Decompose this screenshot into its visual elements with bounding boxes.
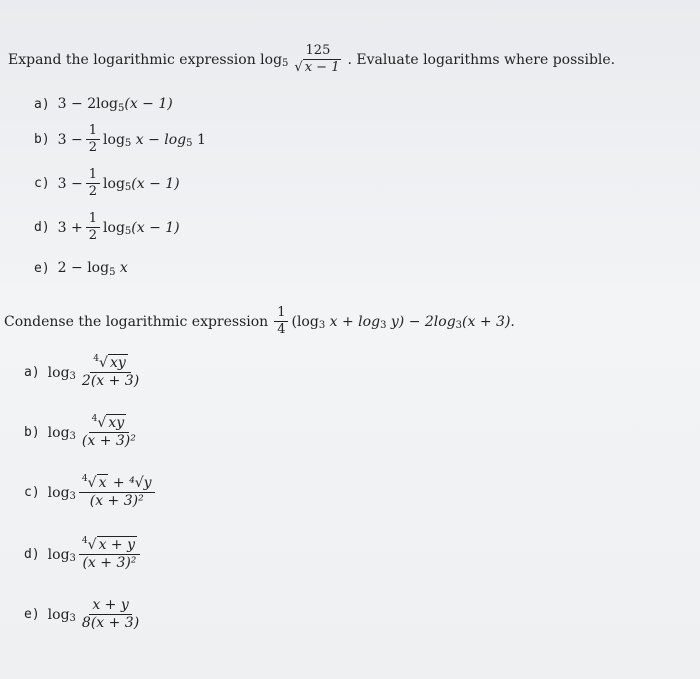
q1-option-d[interactable] xyxy=(34,212,180,244)
q1-option-c-label: c) xyxy=(34,176,50,192)
q2-b3: 3 xyxy=(455,320,463,332)
q1-option-c-mid: log xyxy=(103,175,125,192)
q1-option-c-frac xyxy=(86,168,100,200)
q1-suffix: . Evaluate logarithms where possible. xyxy=(347,51,616,68)
q2-option-b-base: 3 xyxy=(69,431,76,443)
q1-frac-num: 125 xyxy=(303,44,334,60)
q1-option-a-arg: (x − 1) xyxy=(124,96,173,112)
q2-option-e-frac xyxy=(79,598,142,632)
q2-option-b[interactable] xyxy=(24,416,142,450)
q2-option-c-rad: x xyxy=(98,475,107,491)
q2-body2: x + log xyxy=(325,313,381,330)
q2-option-d-log: log xyxy=(47,546,70,563)
q1-option-b[interactable] xyxy=(34,124,206,156)
q1-base: 5 xyxy=(282,58,289,70)
q1-option-b-label: b) xyxy=(34,132,50,148)
q2-b2: 3 xyxy=(380,320,387,332)
q1-option-d-frac xyxy=(86,212,100,244)
q2-option-c-idx: 4 xyxy=(81,474,88,484)
q2-option-e-label: e) xyxy=(24,607,40,623)
q2-option-c-frac xyxy=(79,476,155,510)
q1-option-c[interactable] xyxy=(34,168,180,200)
q2-option-d-idx: 4 xyxy=(81,536,88,546)
q2-option-b-log: log xyxy=(47,424,70,441)
q2-body3: y) − 2log xyxy=(386,313,456,330)
q1-option-b-frac xyxy=(86,124,100,156)
q1-option-d-arg: (x − 1) xyxy=(131,219,180,236)
q2-fraction xyxy=(274,306,288,338)
q2-option-b-rad: xy xyxy=(108,415,125,431)
q2-option-c-den: (x + 3)² xyxy=(89,493,144,510)
question-1 xyxy=(8,44,615,76)
q2-fnum: 1 xyxy=(274,306,288,322)
q1-option-a-text: 3 − 2log xyxy=(57,96,118,112)
q1-option-d-label: d) xyxy=(34,220,50,236)
q1-option-b-mid: log xyxy=(103,131,125,148)
q1-option-e-base: 5 xyxy=(109,266,116,278)
q1-fraction xyxy=(291,44,344,76)
q1-option-b-pre: 3 − xyxy=(57,131,83,148)
q1-option-c-fden: 2 xyxy=(88,184,98,200)
q2-option-b-idx: 4 xyxy=(91,414,98,424)
q2-fden: 4 xyxy=(277,322,286,338)
q2-option-e-den: 8(x + 3) xyxy=(81,615,140,632)
q2-option-c-base: 3 xyxy=(69,491,76,503)
q2-option-a-log: log xyxy=(47,364,70,381)
q2-option-d-rad: x + y xyxy=(98,537,135,553)
q2-option-d-base: 3 xyxy=(69,553,76,565)
q1-option-d-fden: 2 xyxy=(88,228,98,244)
q2-option-a-den: 2(x + 3) xyxy=(81,373,140,390)
q1-frac-den-rad: x − 1 xyxy=(304,60,340,76)
q1-option-b-arg: x − log xyxy=(131,131,187,148)
q1-option-e-text: 2 − log xyxy=(57,260,110,276)
q2-option-a-num: $^4$√ xy xyxy=(90,356,130,373)
q2-option-d[interactable] xyxy=(24,538,143,572)
q1-prefix: Expand the logarithmic expression log xyxy=(8,51,283,68)
q1-option-b-base2: 5 xyxy=(186,138,193,150)
q1-option-a-label: a) xyxy=(34,96,50,112)
q1-option-d-base: 5 xyxy=(124,226,132,238)
q2-option-e[interactable] xyxy=(24,598,145,632)
q2-option-b-den: (x + 3)² xyxy=(81,433,136,450)
q2-body4: (x + 3). xyxy=(462,313,515,330)
q1-option-c-arg: (x − 1) xyxy=(131,175,180,192)
q2-prefix: Condense the logarithmic expression xyxy=(4,313,269,330)
q2-option-d-frac xyxy=(79,538,140,572)
q1-option-b-base: 5 xyxy=(124,138,132,150)
q2-b1: 3 xyxy=(318,320,326,332)
q2-option-a[interactable] xyxy=(24,356,145,390)
q1-option-e-arg: x xyxy=(115,260,128,276)
q2-option-d-num: $^4$√ x + y xyxy=(79,538,140,555)
q1-option-e[interactable] xyxy=(34,260,128,276)
q2-option-d-den: (x + 3)² xyxy=(82,555,137,572)
q2-option-c-num-tail: + ⁴√y xyxy=(108,475,152,491)
q1-frac-den: √ x − 1 xyxy=(294,60,340,76)
q1-option-c-base: 5 xyxy=(124,182,132,194)
q1-option-b-fden: 2 xyxy=(88,140,98,156)
q2-option-a-label: a) xyxy=(24,365,40,381)
q2-option-e-base: 3 xyxy=(69,613,76,625)
q2-option-a-idx: 4 xyxy=(93,354,100,364)
q2-option-e-log: log xyxy=(47,606,70,623)
q2-option-c-log: log xyxy=(47,484,70,501)
q1-option-a-base: 5 xyxy=(117,102,125,114)
q1-option-c-fnum: 1 xyxy=(86,168,100,184)
q2-option-b-frac xyxy=(79,416,139,450)
q1-option-a[interactable] xyxy=(34,96,173,112)
q2-option-e-num: x + y xyxy=(89,598,131,615)
q1-option-b-tail: 1 xyxy=(192,131,206,148)
q2-option-a-base: 3 xyxy=(69,371,76,383)
q2-option-a-rad: xy xyxy=(109,355,126,371)
q2-option-d-label: d) xyxy=(24,547,40,563)
q2-option-c[interactable] xyxy=(24,476,158,510)
q2-option-c-label: c) xyxy=(24,485,40,501)
q2-option-b-label: b) xyxy=(24,425,40,441)
q1-option-c-pre: 3 − xyxy=(57,175,83,192)
q2-option-a-frac xyxy=(79,356,142,390)
question-2 xyxy=(4,306,515,338)
q2-option-b-num: $^4$√ xy xyxy=(89,416,129,433)
q1-option-d-mid: log xyxy=(103,219,125,236)
q1-option-e-label: e) xyxy=(34,260,50,276)
q1-option-b-fnum: 1 xyxy=(86,124,100,140)
q1-option-d-pre: 3 + xyxy=(57,219,83,236)
q2-option-c-num: $^4$√ x + ⁴√y xyxy=(79,476,155,493)
q2-body1: (log xyxy=(291,313,319,330)
q1-option-d-fnum: 1 xyxy=(86,212,100,228)
